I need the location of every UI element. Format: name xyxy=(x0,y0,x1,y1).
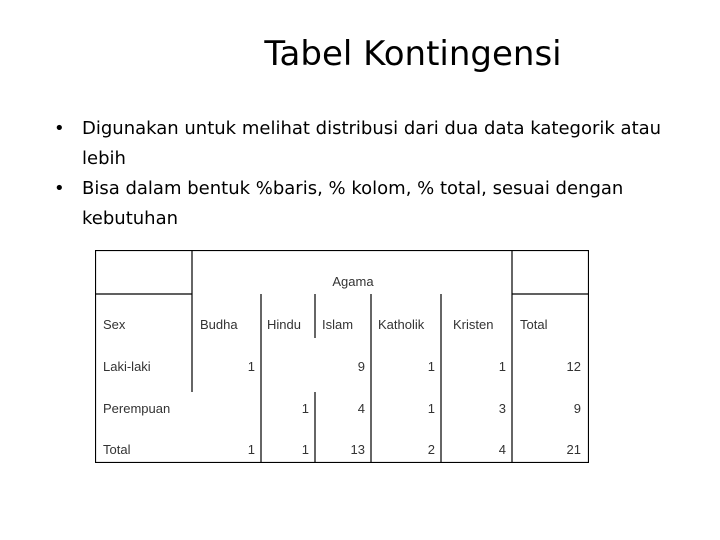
table-cell: 1 xyxy=(427,359,435,374)
slide-title: Tabel Kontingensi xyxy=(264,34,562,74)
column-header-islam: Islam xyxy=(322,317,354,332)
table-cell: 1 xyxy=(247,442,255,457)
column-header-katholik: Katholik xyxy=(378,317,425,332)
bullet-icon: • xyxy=(54,178,65,199)
bullet-list xyxy=(54,114,674,234)
contingency-table xyxy=(95,250,589,463)
table-cell: 4 xyxy=(498,442,506,457)
table-cell: 3 xyxy=(498,401,506,416)
table-cell: 4 xyxy=(357,401,365,416)
row-label-total: Total xyxy=(103,442,131,457)
table-cell: 12 xyxy=(566,359,581,374)
table-cell: 13 xyxy=(350,442,365,457)
bullet-item xyxy=(54,174,674,234)
column-header-budha: Budha xyxy=(200,317,238,332)
table-cell: 1 xyxy=(301,442,309,457)
row-header-sex: Sex xyxy=(103,317,126,332)
bullet-item xyxy=(54,114,674,174)
table-cell: 9 xyxy=(573,401,581,416)
column-header-hindu: Hindu xyxy=(267,317,301,332)
table-cell: 1 xyxy=(301,401,309,416)
table-cell: 21 xyxy=(566,442,581,457)
table-cell: 1 xyxy=(427,401,435,416)
bullet-text: Bisa dalam bentuk %baris, % kolom, % total, sesuai dengan kebutuhan xyxy=(82,178,624,229)
group-header-agama: Agama xyxy=(332,274,374,289)
bullet-text: Digunakan untuk melihat distribusi dari dua data kategorik atau lebih xyxy=(82,118,662,169)
column-header-total: Total xyxy=(520,317,548,332)
table-cell: 1 xyxy=(247,359,255,374)
column-header-kristen: Kristen xyxy=(453,317,494,332)
row-label-laki-laki: Laki-laki xyxy=(103,359,151,374)
table-cell: 1 xyxy=(498,359,506,374)
bullet-icon: • xyxy=(54,118,65,139)
row-label-perempuan: Perempuan xyxy=(103,401,171,416)
table-cell: 9 xyxy=(357,359,365,374)
table-cell: 2 xyxy=(427,442,435,457)
